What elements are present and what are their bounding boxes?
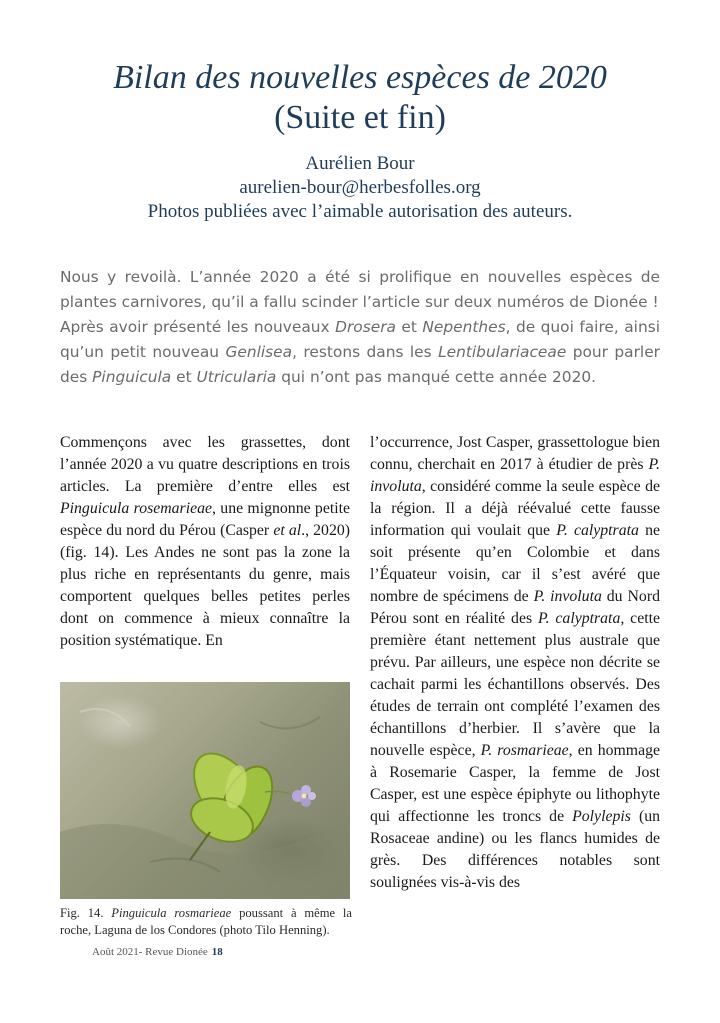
footer-label: Août 2021- Revue Dionée — [92, 946, 208, 958]
author-name: Aurélien Bour — [305, 153, 415, 174]
intro-paragraph-1: Nous y revoilà. L’année 2020 a été si prolifique en nouvelles espèces de plantes carnivores, qu’il a fallu scinder l’article sur deux numéros de Dionée ! — [60, 268, 660, 311]
title-line-1: Bilan des nouvelles espèces de 2020 — [113, 59, 607, 96]
plant-rosette — [180, 741, 283, 860]
body-paragraph-left: Commençons avec les grassettes, dont l’année 2020 a vu quatre descriptions en trois articles. La première d’entre elles est Pinguicula rosemarieae, une mignonne petite espèce du nord du Pérou (Casper et al., 2020) (fig. 14). Les Andes ne sont pas la zone la plus riche en représentants du genre, mais comportent quelques belles petites perles dont on commence à mieux connaître la position systématique. En — [60, 434, 351, 649]
body-paragraph-right: l’occurrence, Jost Casper, grassettologue bien connu, cherchait en 2017 à étudier de près P. involuta, considéré comme la seule espèce de la région. Il a déjà réévalué cette fausse information qui voulait que P. calyptrata ne soit présente qu’en Colombie et dans l’Équateur voisin, car il s’est avéré que nombre de spécimens de P. involuta du Nord Pérou sont en réalité des P. calyptrata, cette première étant nettement plus australe que prévu. Par ailleurs, une espèce non décrite se cachait parmi les échantillons observés. Des études de terrain ont complété l’examen des échantillons d’herbier. Il s’avère que la nouvelle espèce, P. rosmarieae, en hommage à Rosemarie Casper, la femme de Jost Casper, est une espèce épiphyte ou lithophyte qui affectionne les troncs de Polylepis (un Rosaceae andine) ou les flancs humides de grès. Des différences notables sont soulignées vis-à-vis des — [370, 434, 661, 891]
intro-paragraph-2: Après avoir présenté les nouveaux Drosera et Nepenthes, de quoi faire, ainsi qu’un petit nouveau Genlisea, restons dans les Lentibulariaceae pour parler des Pinguicula et Utricularia qui n’ont pas manqué cette année 2020. — [60, 318, 660, 386]
intro-paragraphs — [60, 265, 660, 390]
article-title — [0, 58, 720, 138]
page-footer — [92, 946, 223, 958]
photo-credit: Photos publiées avec l’aimable autorisation des auteurs. — [147, 201, 573, 222]
byline — [0, 152, 720, 224]
author-email[interactable]: aurelien-bour@herbesfolles.org — [239, 177, 481, 198]
figure-14-photo — [60, 682, 350, 899]
title-line-2: (Suite et fin) — [274, 99, 446, 136]
figure-14-caption: Fig. 14. Pinguicula rosmarieae poussant à même la roche, Laguna de los Condores (photo Tilo Henning). — [60, 906, 352, 937]
body-column-left — [60, 432, 350, 652]
page-number: 18 — [211, 946, 223, 958]
pinguicula-rosmarieae-photo — [60, 682, 350, 899]
body-column-right — [370, 432, 660, 894]
